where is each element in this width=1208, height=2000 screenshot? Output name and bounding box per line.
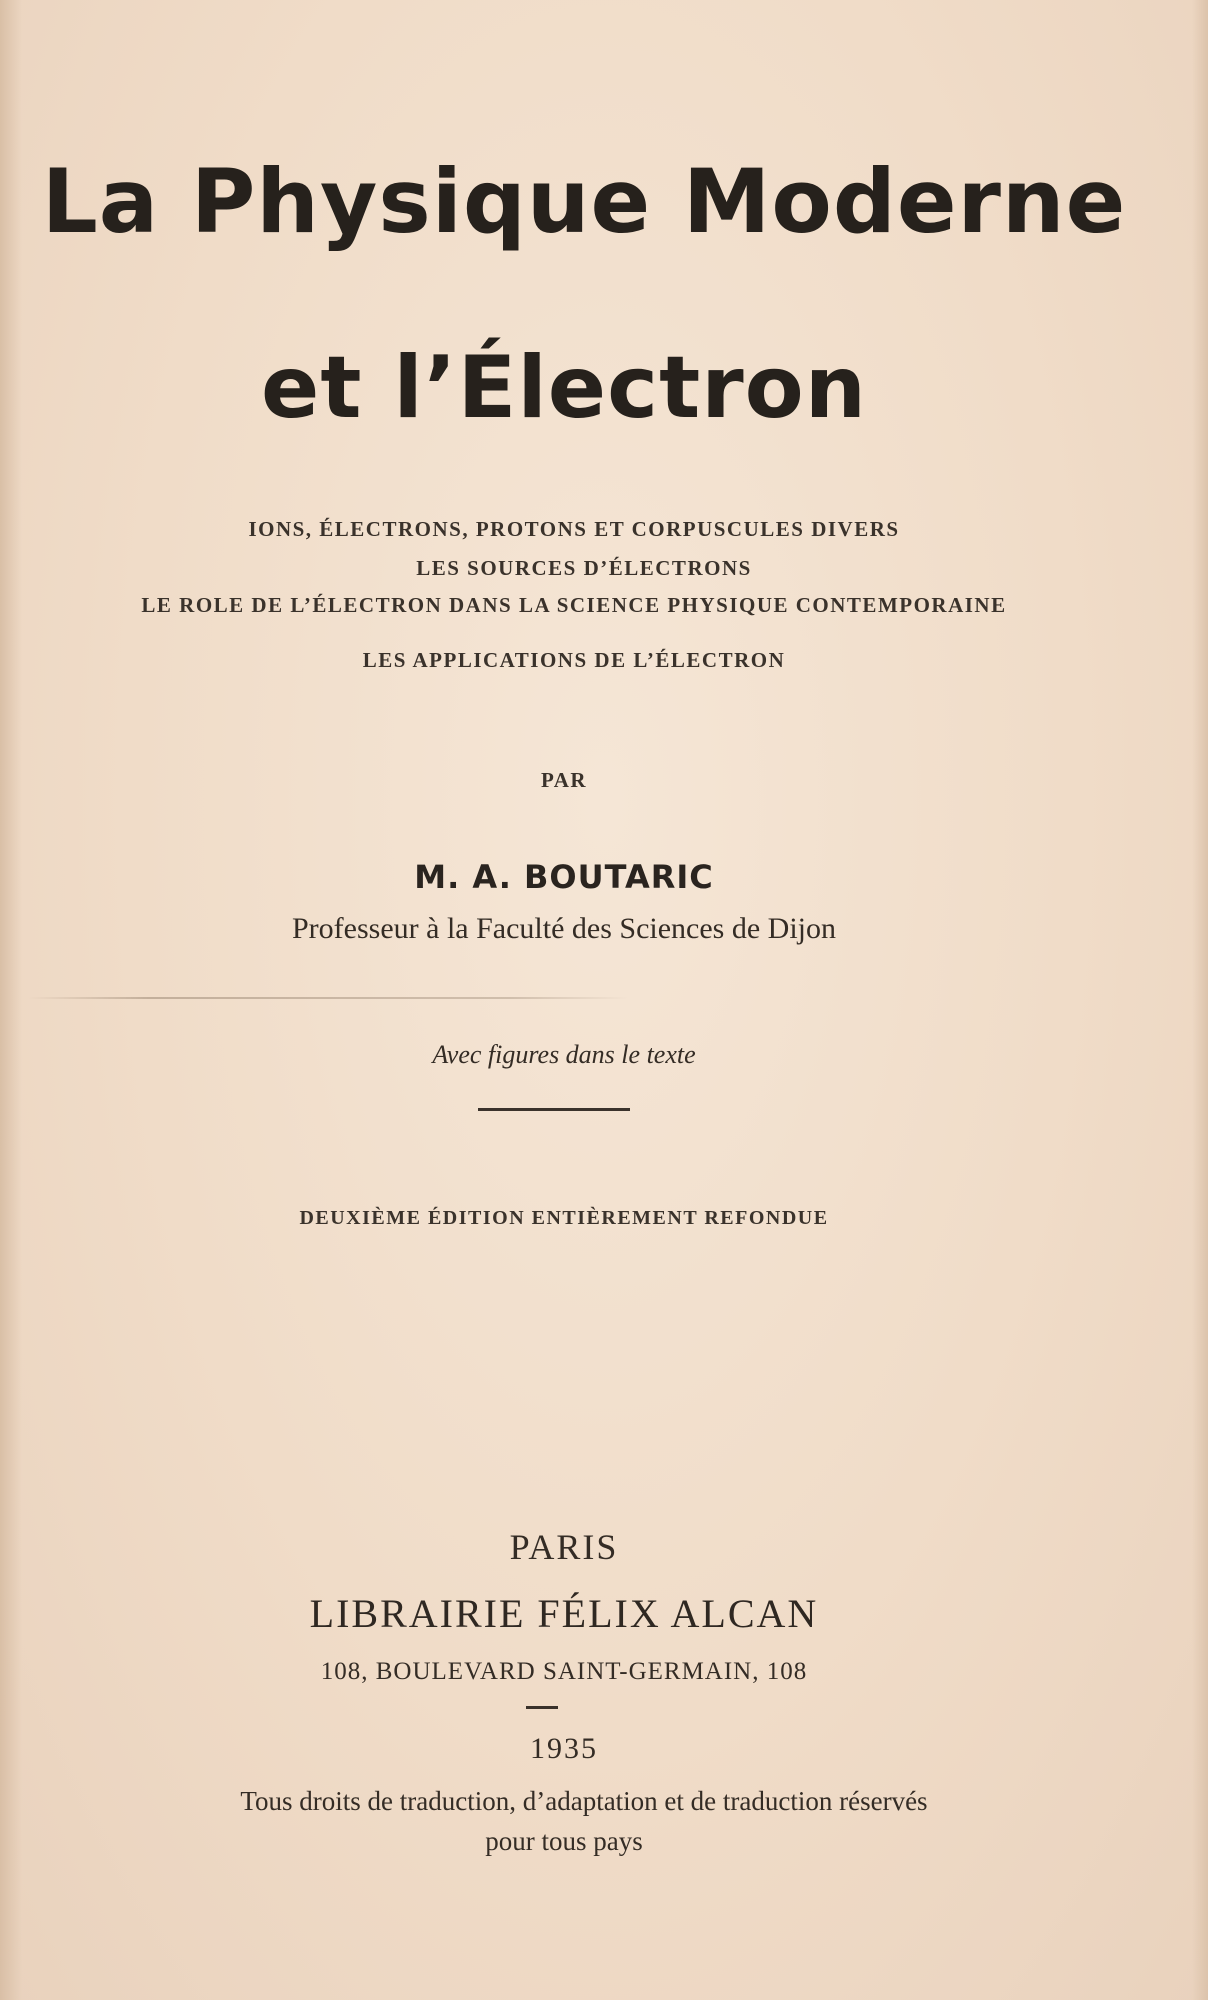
imprint-divider [526,1706,558,1709]
author-affiliation: Professeur à la Faculté des Sciences de Dijon [292,912,836,945]
subject-line-2: LES SOURCES D’ÉLECTRONS [416,556,752,580]
subject-line-3: LE ROLE DE L’ÉLECTRON DANS LA SCIENCE PHYSIQUE CONTEMPORAINE [141,593,1007,617]
figures-note: Avec figures dans le texte [432,1040,696,1069]
author-name: M. A. BOUTARIC [414,858,714,896]
subject-line-4: LES APPLICATIONS DE L’ÉLECTRON [362,648,786,672]
by-label: PAR [540,768,588,792]
imprint-year: 1935 [530,1732,598,1765]
book-title-line-1: La Physique Moderne [41,150,1127,253]
divider-rule [478,1108,630,1111]
subject-line-1: IONS, ÉLECTRONS, PROTONS ET CORPUSCULES DIVERS [248,517,900,541]
imprint-city: PARIS [509,1527,619,1567]
rights-notice-line-2: pour tous pays [485,1826,643,1856]
imprint-publisher: LIBRAIRIE FÉLIX ALCAN [309,1591,819,1636]
imprint-address: 108, BOULEVARD SAINT-GERMAIN, 108 [320,1658,808,1685]
rights-notice-line-1: Tous droits de traduction, d’adaptation et de traduction réservés [240,1786,928,1816]
edition-statement: DEUXIÈME ÉDITION ENTIÈREMENT REFONDUE [299,1207,829,1229]
paper-crease [28,997,628,999]
book-title-line-2: et l’Électron [261,338,867,438]
